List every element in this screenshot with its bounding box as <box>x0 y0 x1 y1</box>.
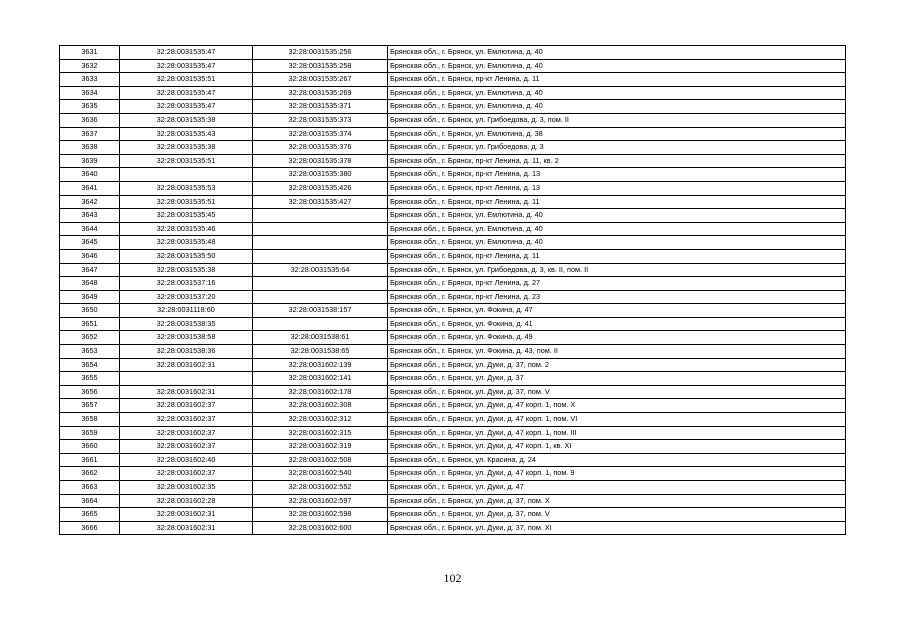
land-cadastral-number-cell: 32:28:0031535:45 <box>120 209 253 223</box>
row-number-cell: 3637 <box>60 127 120 141</box>
row-number-cell: 3657 <box>60 399 120 413</box>
address-cell: Брянская обл., г. Брянск, ул. Дуки, д. 37, пом. V <box>388 385 846 399</box>
table-row <box>60 181 846 195</box>
table-row <box>60 453 846 467</box>
object-cadastral-number-cell: 32:28:0031535:378 <box>253 154 388 168</box>
land-cadastral-number-cell: 32:28:0031602:37 <box>120 426 253 440</box>
table-row <box>60 46 846 60</box>
land-cadastral-number-cell: 32:28:0031537:16 <box>120 277 253 291</box>
table-row <box>60 426 846 440</box>
row-number-cell: 3648 <box>60 277 120 291</box>
address-cell: Брянская обл., г. Брянск, пр-кт Ленина, д. 23 <box>388 290 846 304</box>
object-cadastral-number-cell: 32:28:0031535:374 <box>253 127 388 141</box>
row-number-cell: 3636 <box>60 113 120 127</box>
address-cell: Брянская обл., г. Брянск, ул. Емлютина, д. 40 <box>388 209 846 223</box>
table-row <box>60 317 846 331</box>
land-cadastral-number-cell: 32:28:0031602:31 <box>120 508 253 522</box>
row-number-cell: 3645 <box>60 236 120 250</box>
land-cadastral-number-cell: 32:28:0031535:47 <box>120 59 253 73</box>
row-number-cell: 3654 <box>60 358 120 372</box>
table-row <box>60 100 846 114</box>
address-cell: Брянская обл., г. Брянск, ул. Грибоедова, д. 3, кв. II, пом. II <box>388 263 846 277</box>
table-row <box>60 263 846 277</box>
object-cadastral-number-cell: 32:28:0031535:258 <box>253 59 388 73</box>
land-cadastral-number-cell: 32:28:0031535:38 <box>120 263 253 277</box>
land-cadastral-number-cell: 32:28:0031535:43 <box>120 127 253 141</box>
object-cadastral-number-cell: 32:28:0031602:540 <box>253 467 388 481</box>
object-cadastral-number-cell <box>253 317 388 331</box>
table-row <box>60 277 846 291</box>
table-row <box>60 290 846 304</box>
address-cell: Брянская обл., г. Брянск, ул. Фокина, д. 41 <box>388 317 846 331</box>
land-cadastral-number-cell: 32:28:0031602:37 <box>120 399 253 413</box>
row-number-cell: 3653 <box>60 345 120 359</box>
row-number-cell: 3647 <box>60 263 120 277</box>
table-row <box>60 304 846 318</box>
address-cell: Брянская обл., г. Брянск, ул. Емлютина, д. 40 <box>388 59 846 73</box>
object-cadastral-number-cell: 32:28:0031535:380 <box>253 168 388 182</box>
registry-table <box>59 45 846 535</box>
object-cadastral-number-cell: 32:28:0031602:315 <box>253 426 388 440</box>
object-cadastral-number-cell: 32:28:0031602:600 <box>253 521 388 535</box>
address-cell: Брянская обл., г. Брянск, ул. Дуки, д. 37 <box>388 372 846 386</box>
land-cadastral-number-cell: 32:28:0031538:58 <box>120 331 253 345</box>
table-row <box>60 141 846 155</box>
address-cell: Брянская обл., г. Брянск, ул. Дуки, д. 37, пом. V <box>388 508 846 522</box>
table-row <box>60 195 846 209</box>
row-number-cell: 3663 <box>60 481 120 495</box>
object-cadastral-number-cell: 32:28:0031602:141 <box>253 372 388 386</box>
land-cadastral-number-cell: 32:28:0031538:35 <box>120 317 253 331</box>
row-number-cell: 3664 <box>60 494 120 508</box>
table-row <box>60 331 846 345</box>
table-row <box>60 358 846 372</box>
object-cadastral-number-cell: 32:28:0031535:373 <box>253 113 388 127</box>
address-cell: Брянская обл., г. Брянск, ул. Грибоедова, д. 3, пом. II <box>388 113 846 127</box>
table-row <box>60 236 846 250</box>
object-cadastral-number-cell: 32:28:0031535:269 <box>253 86 388 100</box>
table-row <box>60 168 846 182</box>
land-cadastral-number-cell: 32:28:0031538:36 <box>120 345 253 359</box>
land-cadastral-number-cell: 32:28:0031535:53 <box>120 181 253 195</box>
land-cadastral-number-cell: 32:28:0031535:46 <box>120 222 253 236</box>
object-cadastral-number-cell: 32:28:0031602:598 <box>253 508 388 522</box>
land-cadastral-number-cell: 32:28:0031535:47 <box>120 86 253 100</box>
table-row <box>60 521 846 535</box>
object-cadastral-number-cell <box>253 222 388 236</box>
land-cadastral-number-cell: 32:28:0031602:40 <box>120 453 253 467</box>
land-cadastral-number-cell: 32:28:0031535:51 <box>120 154 253 168</box>
address-cell: Брянская обл., г. Брянск, ул. Дуки, д. 47 корп. 1, пом. III <box>388 426 846 440</box>
address-cell: Брянская обл., г. Брянск, ул. Дуки, д. 37, пом. X <box>388 494 846 508</box>
object-cadastral-number-cell: 32:28:0031535:256 <box>253 46 388 60</box>
object-cadastral-number-cell: 32:28:0031535:376 <box>253 141 388 155</box>
table-row <box>60 372 846 386</box>
row-number-cell: 3634 <box>60 86 120 100</box>
table-row <box>60 86 846 100</box>
row-number-cell: 3656 <box>60 385 120 399</box>
object-cadastral-number-cell: 32:28:0031602:319 <box>253 440 388 454</box>
row-number-cell: 3658 <box>60 413 120 427</box>
object-cadastral-number-cell <box>253 290 388 304</box>
table-row <box>60 440 846 454</box>
land-cadastral-number-cell: 32:28:0031537:20 <box>120 290 253 304</box>
row-number-cell: 3646 <box>60 249 120 263</box>
table-row <box>60 467 846 481</box>
table-row <box>60 481 846 495</box>
object-cadastral-number-cell: 32:28:0031538:61 <box>253 331 388 345</box>
land-cadastral-number-cell: 32:28:0031535:38 <box>120 141 253 155</box>
row-number-cell: 3665 <box>60 508 120 522</box>
table-row <box>60 494 846 508</box>
page-number: 102 <box>443 571 462 585</box>
address-cell: Брянская обл., г. Брянск, ул. Дуки, д. 47 <box>388 481 846 495</box>
land-cadastral-number-cell: 32:28:0031602:37 <box>120 467 253 481</box>
land-cadastral-number-cell: 32:28:0031535:48 <box>120 236 253 250</box>
address-cell: Брянская обл., г. Брянск, пр-кт Ленина, д. 11 <box>388 249 846 263</box>
land-cadastral-number-cell: 32:28:0031535:38 <box>120 113 253 127</box>
address-cell: Брянская обл., г. Брянск, ул. Красина, д. 24 <box>388 453 846 467</box>
table-row <box>60 59 846 73</box>
table-row <box>60 209 846 223</box>
land-cadastral-number-cell: 32:28:0031535:51 <box>120 195 253 209</box>
object-cadastral-number-cell: 32:28:0031535:267 <box>253 73 388 87</box>
land-cadastral-number-cell: 32:28:0031602:35 <box>120 481 253 495</box>
land-cadastral-number-cell: 32:28:0031602:37 <box>120 413 253 427</box>
row-number-cell: 3643 <box>60 209 120 223</box>
address-cell: Брянская обл., г. Брянск, пр-кт Ленина, д. 11 <box>388 195 846 209</box>
table-row <box>60 113 846 127</box>
table-row <box>60 385 846 399</box>
address-cell: Брянская обл., г. Брянск, ул. Дуки, д. 37, пом. XI <box>388 521 846 535</box>
object-cadastral-number-cell: 32:28:0031535:64 <box>253 263 388 277</box>
land-cadastral-number-cell: 32:28:0031118:60 <box>120 304 253 318</box>
object-cadastral-number-cell: 32:28:0031602:308 <box>253 399 388 413</box>
address-cell: Брянская обл., г. Брянск, ул. Дуки, д. 47 корп. 1, пом. X <box>388 399 846 413</box>
land-cadastral-number-cell: 32:28:0031602:28 <box>120 494 253 508</box>
row-number-cell: 3651 <box>60 317 120 331</box>
row-number-cell: 3639 <box>60 154 120 168</box>
table-row <box>60 508 846 522</box>
address-cell: Брянская обл., г. Брянск, ул. Емлютина, д. 40 <box>388 86 846 100</box>
land-cadastral-number-cell: 32:28:0031602:31 <box>120 521 253 535</box>
land-cadastral-number-cell <box>120 372 253 386</box>
address-cell: Брянская обл., г. Брянск, ул. Фокина, д. 49 <box>388 331 846 345</box>
address-cell: Брянская обл., г. Брянск, пр-кт Ленина, д. 27 <box>388 277 846 291</box>
address-cell: Брянская обл., г. Брянск, пр-кт Ленина, д. 13 <box>388 181 846 195</box>
table-row <box>60 154 846 168</box>
address-cell: Брянская обл., г. Брянск, ул. Дуки, д. 47 корп. 1, пом. VI <box>388 413 846 427</box>
row-number-cell: 3661 <box>60 453 120 467</box>
land-cadastral-number-cell <box>120 168 253 182</box>
row-number-cell: 3638 <box>60 141 120 155</box>
row-number-cell: 3641 <box>60 181 120 195</box>
table-row <box>60 127 846 141</box>
object-cadastral-number-cell: 32:28:0031602:508 <box>253 453 388 467</box>
address-cell: Брянская обл., г. Брянск, ул. Фокина, д. 47 <box>388 304 846 318</box>
address-cell: Брянская обл., г. Брянск, ул. Дуки, д. 37, пом. 2 <box>388 358 846 372</box>
address-cell: Брянская обл., г. Брянск, ул. Грибоедова, д. 3 <box>388 141 846 155</box>
address-cell: Брянская обл., г. Брянск, пр-кт Ленина, д. 13 <box>388 168 846 182</box>
row-number-cell: 3660 <box>60 440 120 454</box>
land-cadastral-number-cell: 32:28:0031535:51 <box>120 73 253 87</box>
object-cadastral-number-cell: 32:28:0031535:426 <box>253 181 388 195</box>
row-number-cell: 3632 <box>60 59 120 73</box>
address-cell: Брянская обл., г. Брянск, ул. Емлютина, д. 40 <box>388 100 846 114</box>
table-row <box>60 345 846 359</box>
object-cadastral-number-cell <box>253 249 388 263</box>
object-cadastral-number-cell: 32:28:0031535:371 <box>253 100 388 114</box>
row-number-cell: 3642 <box>60 195 120 209</box>
table-row <box>60 249 846 263</box>
object-cadastral-number-cell: 32:28:0031602:597 <box>253 494 388 508</box>
row-number-cell: 3650 <box>60 304 120 318</box>
table-row <box>60 413 846 427</box>
land-cadastral-number-cell: 32:28:0031535:50 <box>120 249 253 263</box>
row-number-cell: 3640 <box>60 168 120 182</box>
row-number-cell: 3655 <box>60 372 120 386</box>
address-cell: Брянская обл., г. Брянск, пр-кт Ленина, д. 11 <box>388 73 846 87</box>
object-cadastral-number-cell: 32:28:0031538:157 <box>253 304 388 318</box>
land-cadastral-number-cell: 32:28:0031602:31 <box>120 358 253 372</box>
address-cell: Брянская обл., г. Брянск, ул. Емлютина, д. 40 <box>388 46 846 60</box>
row-number-cell: 3666 <box>60 521 120 535</box>
row-number-cell: 3644 <box>60 222 120 236</box>
object-cadastral-number-cell: 32:28:0031602:552 <box>253 481 388 495</box>
address-cell: Брянская обл., г. Брянск, пр-кт Ленина, д. 11, кв. 2 <box>388 154 846 168</box>
address-cell: Брянская обл., г. Брянск, ул. Емлютина, д. 40 <box>388 236 846 250</box>
registry-table-body <box>60 46 846 535</box>
row-number-cell: 3649 <box>60 290 120 304</box>
address-cell: Брянская обл., г. Брянск, ул. Дуки, д. 47 корп. 1, пом. 9 <box>388 467 846 481</box>
object-cadastral-number-cell <box>253 277 388 291</box>
land-cadastral-number-cell: 32:28:0031535:47 <box>120 100 253 114</box>
object-cadastral-number-cell: 32:28:0031602:178 <box>253 385 388 399</box>
address-cell: Брянская обл., г. Брянск, ул. Фокина, д. 43, пом. II <box>388 345 846 359</box>
land-cadastral-number-cell: 32:28:0031535:47 <box>120 46 253 60</box>
row-number-cell: 3631 <box>60 46 120 60</box>
row-number-cell: 3659 <box>60 426 120 440</box>
row-number-cell: 3662 <box>60 467 120 481</box>
land-cadastral-number-cell: 32:28:0031602:31 <box>120 385 253 399</box>
object-cadastral-number-cell <box>253 209 388 223</box>
table-row <box>60 222 846 236</box>
row-number-cell: 3652 <box>60 331 120 345</box>
address-cell: Брянская обл., г. Брянск, ул. Емлютина, д. 40 <box>388 222 846 236</box>
object-cadastral-number-cell: 32:28:0031535:427 <box>253 195 388 209</box>
object-cadastral-number-cell: 32:28:0031602:139 <box>253 358 388 372</box>
table-row <box>60 399 846 413</box>
object-cadastral-number-cell: 32:28:0031602:312 <box>253 413 388 427</box>
object-cadastral-number-cell: 32:28:0031538:65 <box>253 345 388 359</box>
row-number-cell: 3633 <box>60 73 120 87</box>
land-cadastral-number-cell: 32:28:0031602:37 <box>120 440 253 454</box>
object-cadastral-number-cell <box>253 236 388 250</box>
address-cell: Брянская обл., г. Брянск, ул. Емлютина, д. 38 <box>388 127 846 141</box>
row-number-cell: 3635 <box>60 100 120 114</box>
address-cell: Брянская обл., г. Брянск, ул. Дуки, д. 47 корп. 1, кв. XI <box>388 440 846 454</box>
table-row <box>60 73 846 87</box>
